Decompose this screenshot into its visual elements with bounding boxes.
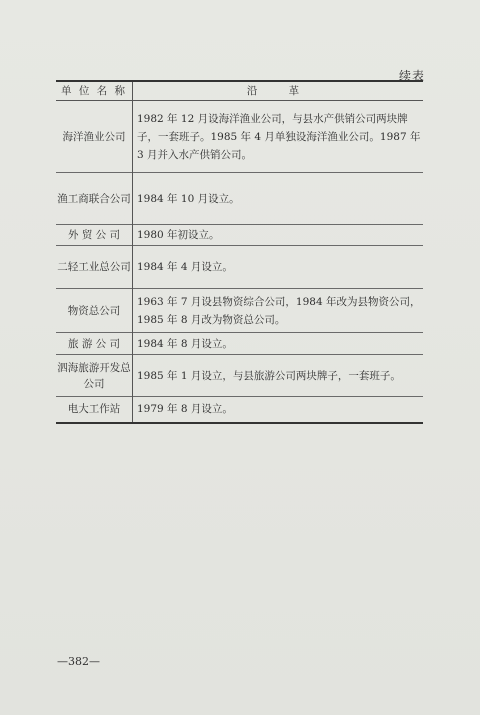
- table-row: [56, 246, 423, 289]
- row-history: 1985 年 1 月设立，与县旅游公司两块牌子，一套班子。: [137, 369, 401, 382]
- row-unit-name: 二轻工业总公司: [56, 246, 133, 289]
- table-row: [56, 225, 423, 246]
- row-history: 1984 年 10 月设立。: [137, 192, 240, 205]
- row-history: 1982 年 12 月设海洋渔业公司，与县水产供销公司两块牌子，一套班子。1985 年 4 月单独设海洋渔业公司。1987 年 3 月并入水产供销公司。: [137, 112, 421, 161]
- row-unit-name: 外 贸 公 司: [56, 225, 133, 246]
- page-number: —382—: [57, 655, 100, 668]
- row-unit-name: 电大工作站: [56, 397, 133, 423]
- row-unit-name: 海洋渔业公司: [56, 101, 133, 173]
- row-unit-name: 物资总公司: [56, 289, 133, 333]
- continued-label: 续表: [399, 69, 426, 83]
- table-row: [56, 289, 423, 333]
- row-history: 1984 年 4 月设立。: [137, 261, 233, 273]
- history-table: [56, 80, 423, 424]
- table-header-row: [56, 81, 423, 101]
- table-row: [56, 101, 423, 173]
- table-row: [56, 173, 423, 225]
- row-unit-name: 渔工商联合公司: [56, 173, 133, 225]
- row-unit-name: 旅 游 公 司: [56, 333, 133, 355]
- row-unit-name: 泗海旅游开发总公司: [56, 355, 133, 397]
- table-row: [56, 333, 423, 355]
- row-history: 1979 年 8 月设立。: [137, 403, 233, 416]
- header-unit-name: 单 位 名 称: [56, 81, 133, 101]
- row-history: 1963 年 7 月设县物资综合公司，1984 年改为县物资公司，1985 年 8 月改为物资总公司。: [137, 295, 421, 326]
- row-history: 1984 年 8 月设立。: [137, 337, 233, 350]
- table-row: [56, 397, 423, 423]
- header-history: 沿 革: [246, 85, 314, 97]
- table-row: [56, 355, 423, 397]
- row-history: 1980 年初设立。: [137, 229, 220, 241]
